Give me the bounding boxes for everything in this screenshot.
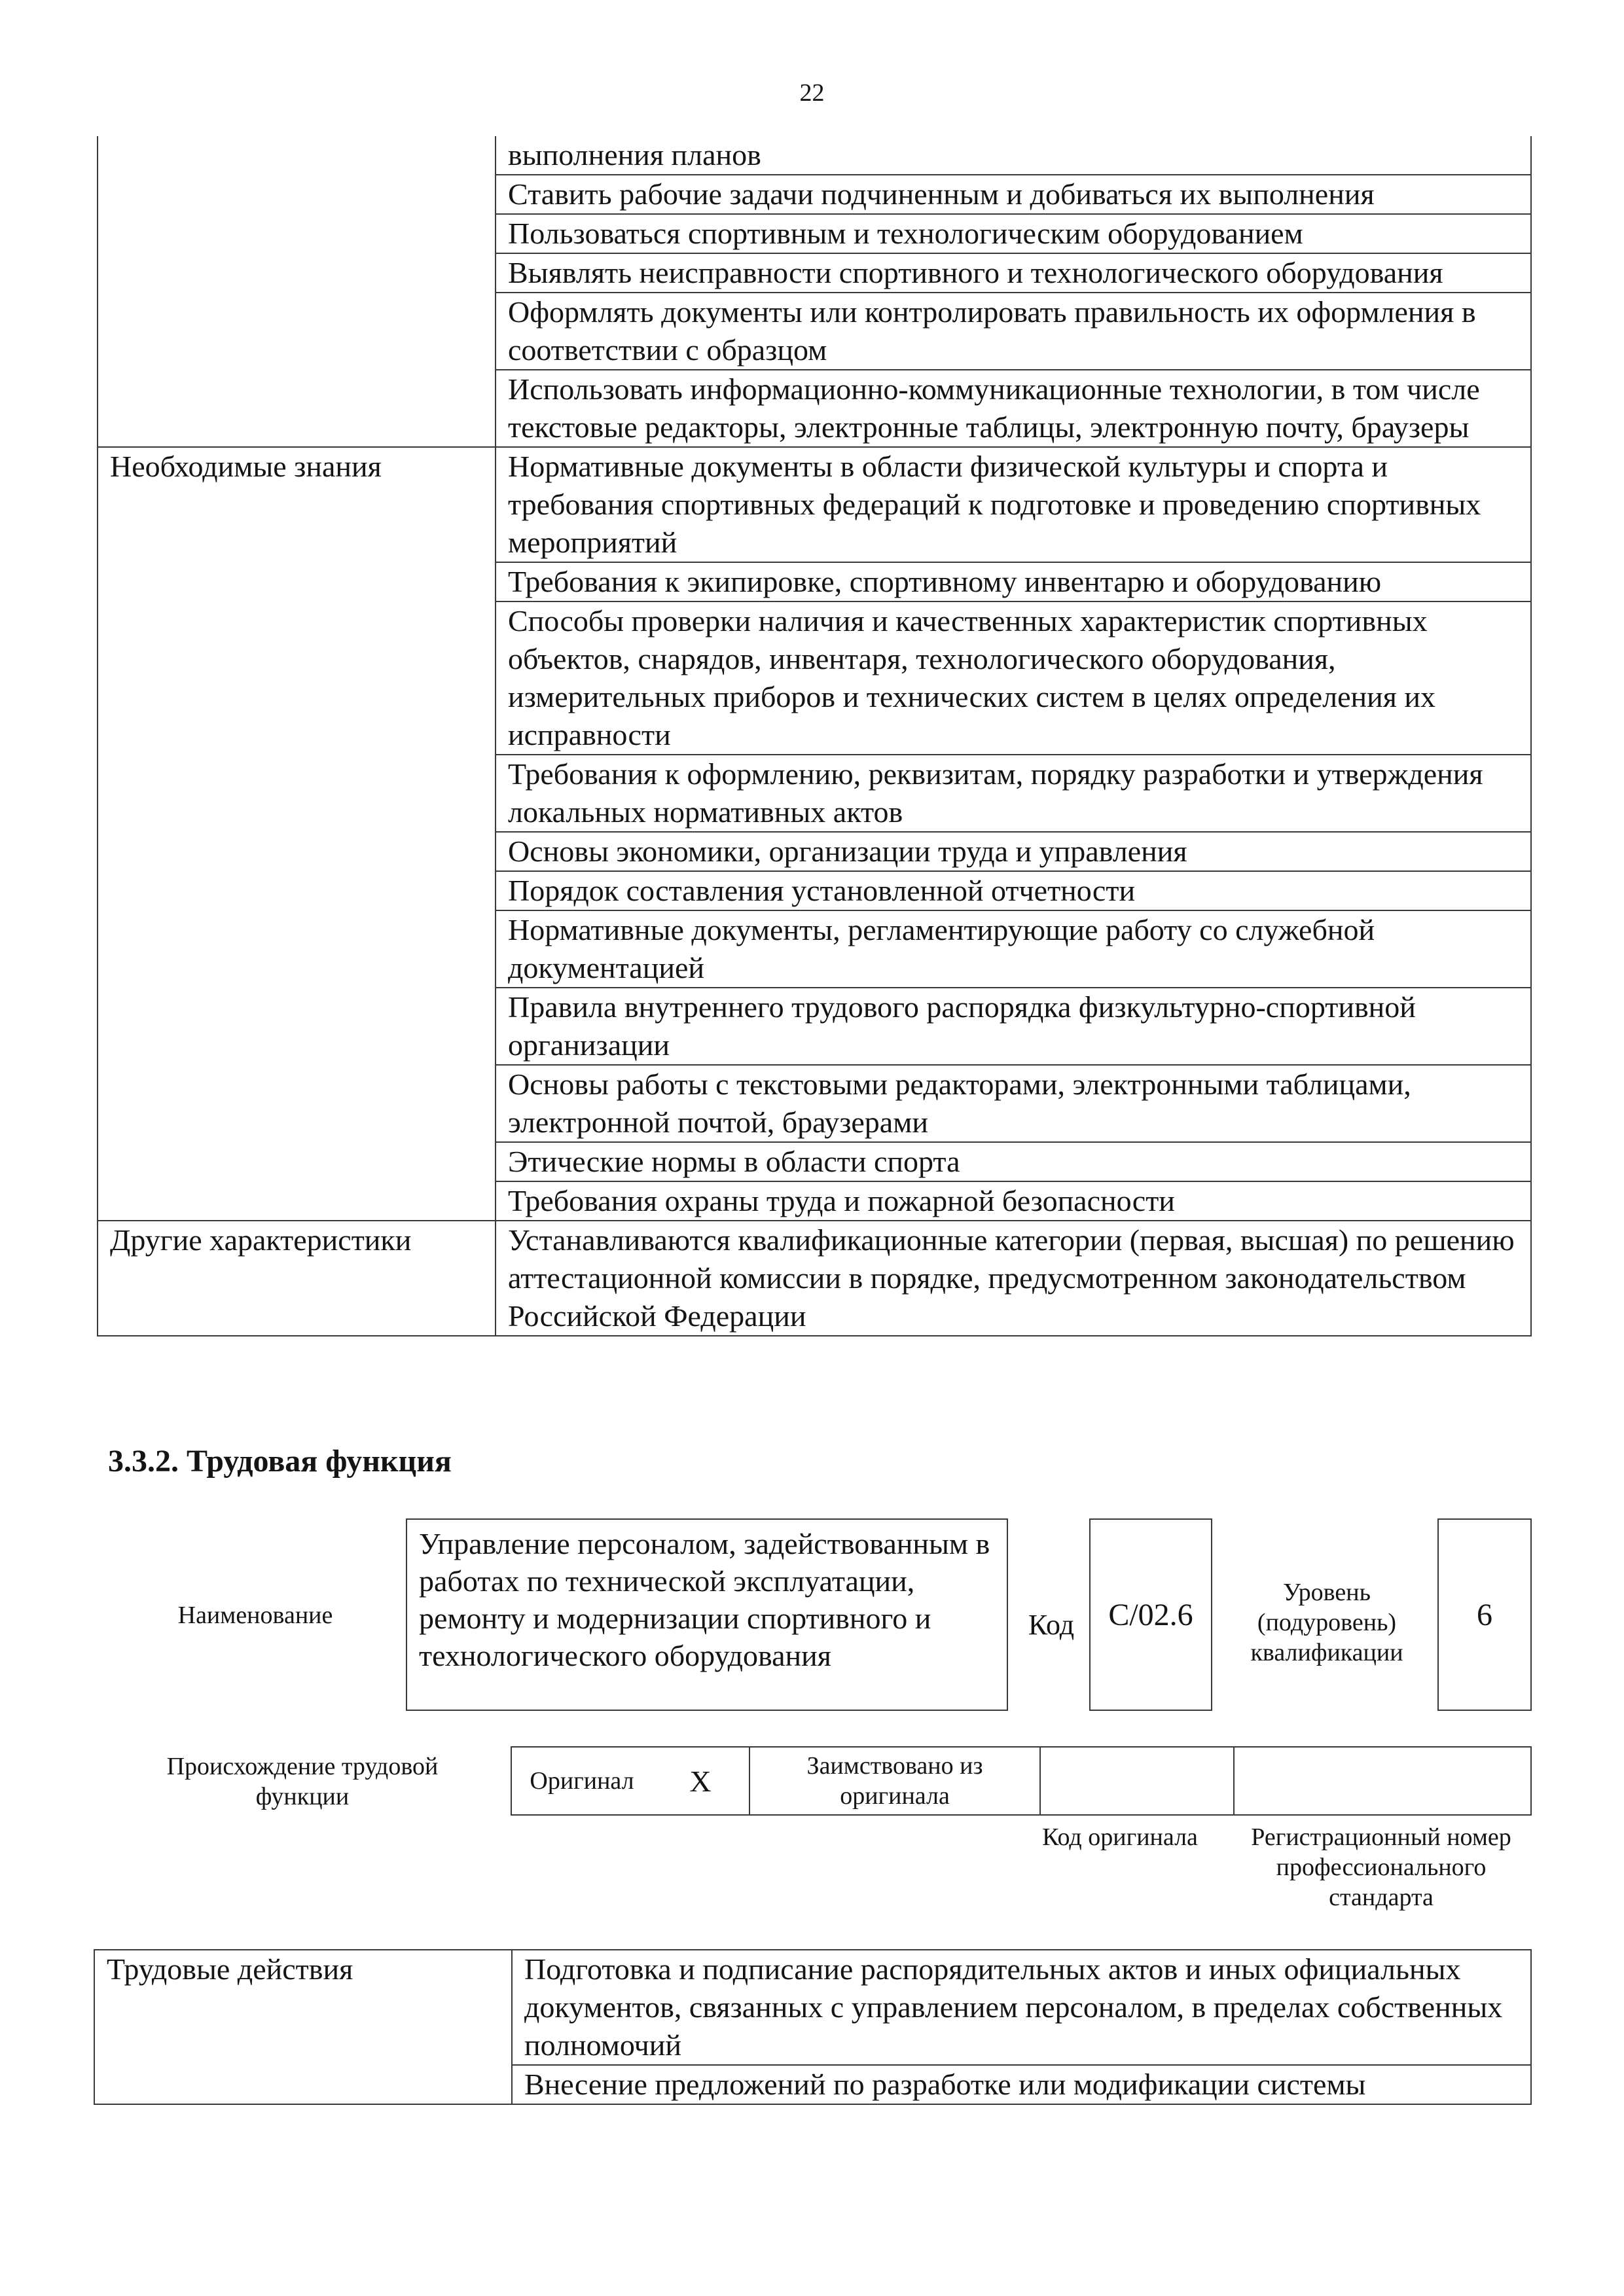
table-label-cell bbox=[98, 988, 496, 1065]
table-label-cell bbox=[98, 832, 496, 871]
other-characteristics-label: Другие характеристики bbox=[98, 1221, 496, 1336]
table-row: Нормативные документы, регламентирующие работу со служебной документацией bbox=[496, 910, 1531, 988]
table-label-cell bbox=[98, 601, 496, 755]
function-name-box: Управление персоналом, задействованным в работах по технической эксплуатации, ремонту и модернизации спортивного и технологического оборудования bbox=[406, 1518, 1008, 1711]
table-label-cell bbox=[98, 871, 496, 910]
name-label: Наименование bbox=[177, 1602, 333, 1629]
table-row: Выявлять неисправности спортивного и технологического оборудования bbox=[496, 253, 1531, 293]
table-row: Требования к оформлению, реквизитам, порядку разработки и утверждения локальных нормативных актов bbox=[496, 755, 1531, 832]
qualification-level-box: 6 bbox=[1437, 1518, 1532, 1711]
table-row: выполнения планов bbox=[496, 136, 1531, 175]
knowledge-label: Необходимые знания bbox=[98, 447, 496, 562]
table-row: Основы экономики, организации труда и управления bbox=[496, 832, 1531, 871]
table-label-cell bbox=[98, 1065, 496, 1142]
table-row: Основы работы с текстовыми редакторами, электронными таблицами, электронной почтой, браузерами bbox=[496, 1065, 1531, 1142]
page-number: 22 bbox=[799, 79, 825, 107]
code-label: Код bbox=[1028, 1609, 1075, 1641]
requirements-table bbox=[97, 136, 1532, 1336]
table-label-cell bbox=[98, 136, 496, 175]
table-row: Ставить рабочие задачи подчиненным и добиваться их выполнения bbox=[496, 175, 1531, 214]
table-row: Способы проверки наличия и качественных характеристик спортивных объектов, снарядов, инвентаря, технологического оборудования, измерительных приборов и технических систем в целях определения их исправности bbox=[496, 601, 1531, 755]
reg-number-cell bbox=[1235, 1748, 1530, 1814]
origin-label: Происхождение трудовой функции bbox=[166, 1753, 439, 1810]
table-row: Подготовка и подписание распорядительных актов и иных официальных документов, связанных с управлением персоналом, в пределах собственных полномочий bbox=[512, 1950, 1531, 2065]
original-label: Оригинал bbox=[530, 1767, 634, 1795]
table-label-cell bbox=[98, 1181, 496, 1221]
origin-row bbox=[511, 1746, 1532, 1816]
table-row: Требования к экипировке, спортивному инвентарю и оборудованию bbox=[496, 562, 1531, 601]
section-title: 3.3.2. Трудовая функция bbox=[108, 1444, 452, 1479]
labor-actions-table bbox=[94, 1949, 1532, 2105]
table-label-cell bbox=[98, 370, 496, 447]
table-label-cell bbox=[98, 293, 496, 370]
table-label-cell bbox=[94, 2065, 512, 2104]
labor-actions-label: Трудовые действия bbox=[94, 1950, 512, 2065]
table-row: Правила внутреннего трудового распорядка физкультурно-спортивной организации bbox=[496, 988, 1531, 1065]
table-row: Требования охраны труда и пожарной безопасности bbox=[496, 1181, 1531, 1221]
table-row: Использовать информационно-коммуникационные технологии, в том числе текстовые редакторы, электронные таблицы, электронную почту, браузеры bbox=[496, 370, 1531, 447]
table-label-cell bbox=[98, 175, 496, 214]
table-row: Внесение предложений по разработке или модификации системы bbox=[512, 2065, 1531, 2104]
table-label-cell bbox=[98, 755, 496, 832]
table-row: Пользоваться спортивным и технологическим оборудованием bbox=[496, 214, 1531, 253]
level-label-line-1: Уровень bbox=[1283, 1579, 1371, 1606]
table-label-cell bbox=[98, 562, 496, 601]
table-label-cell bbox=[98, 1142, 496, 1181]
borrowed-label: Заимствовано из оригинала bbox=[750, 1748, 1041, 1814]
table-row: Нормативные документы в области физической культуры и спорта и требования спортивных федераций к подготовке и проведению спортивных мероприятий bbox=[496, 447, 1531, 562]
original-mark: X bbox=[652, 1748, 750, 1814]
level-label bbox=[1225, 1577, 1428, 1668]
table-row: Порядок составления установленной отчетности bbox=[496, 871, 1531, 910]
table-row: Этические нормы в области спорта bbox=[496, 1142, 1531, 1181]
code-original-cell bbox=[1041, 1748, 1235, 1814]
table-row: Оформлять документы или контролировать правильность их оформления в соответствии с образцом bbox=[496, 293, 1531, 370]
reg-number-caption: Регистрационный номер профессионального стандарта bbox=[1251, 1823, 1511, 1911]
table-label-cell bbox=[98, 910, 496, 988]
level-label-line-2: (подуровень) bbox=[1257, 1609, 1397, 1636]
code-original-caption: Код оригинала bbox=[1042, 1823, 1198, 1851]
table-label-cell bbox=[98, 214, 496, 253]
level-label-line-3: квалификации bbox=[1250, 1639, 1403, 1666]
function-code-box: C/02.6 bbox=[1089, 1518, 1212, 1711]
table-label-cell bbox=[98, 253, 496, 293]
table-row: Устанавливаются квалификационные категории (первая, высшая) по решению аттестационной комиссии в порядке, предусмотренном законодательством Российской Федерации bbox=[496, 1221, 1531, 1336]
